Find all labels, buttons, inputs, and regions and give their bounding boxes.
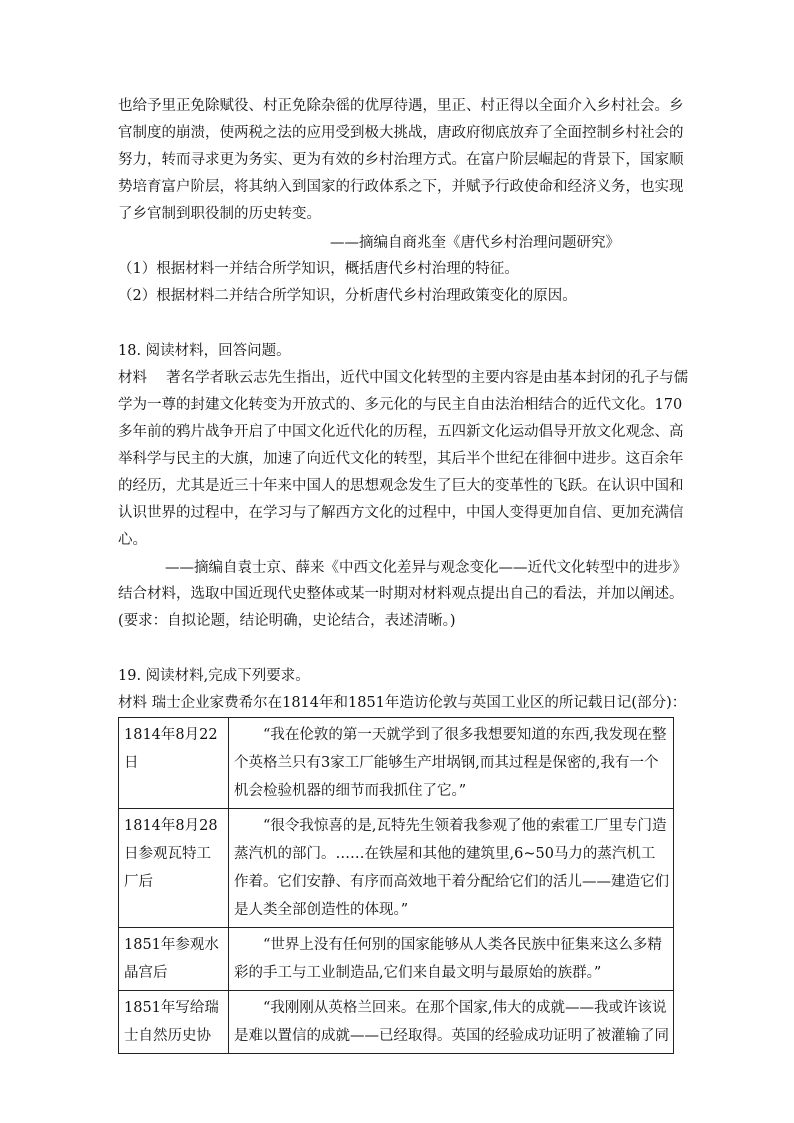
- question-heading: 18. 阅读材料，回答问题。: [118, 343, 291, 359]
- question-heading: 19. 阅读材料,完成下列要求。: [118, 668, 310, 684]
- paragraph-line: 材料 著名学者耿云志先生指出，近代中国文化转型的主要内容是由基本封闭的孔子与儒: [118, 370, 689, 386]
- material-intro: 材料 瑞士企业家费希尔在1814年和1851年造访伦敦与英国工业区的所记载日记(部分)：: [118, 695, 687, 711]
- table-row: [119, 718, 674, 809]
- diary-text-cell: “世界上没有任何别的国家能够从人类各民族中征集来这么多精彩的手工与工业制造品,它们来自最文明与最原始的族群。”: [229, 928, 674, 991]
- paragraph-line: 举科学与民主的大旗，加速了向近代文化的转型，其后半个世纪在徘徊中进步。这百余年: [118, 451, 684, 467]
- paragraph-line: 努力，转而寻求更为务实、更为有效的乡村治理方式。在富户阶层崛起的背景下，国家顺: [118, 152, 684, 168]
- paragraph-line: 势培育富户阶层，将其纳入到国家的行政体系之下，并赋予行政使命和经济义务，也实现: [118, 179, 684, 195]
- paragraph-line: 的经历，尤其是近三十年来中国人的思想观念发生了巨大的变革性的飞跃。在认识中国和: [118, 478, 684, 494]
- sub-question: （1）根据材料一并结合所学知识，概括唐代乡村治理的特征。: [118, 261, 519, 277]
- diary-text-cell: “我在伦敦的第一天就学到了很多我想要知道的东西,我发现在整个英格兰只有3家工厂能够生产坩埚钢,而其过程是保密的,我有一个机会检验机器的细节而我抓住了它。”: [229, 718, 674, 809]
- date-cell: 1851年参观水晶宫后: [119, 928, 229, 991]
- diary-text-cell: “很令我惊喜的是,瓦特先生领着我参观了他的索霍工厂里专门造蒸汽机的部门。……在铁屋和其他的建筑里,6~50马力的蒸汽机工作着。它们安静、有序而高效地干着分配给它们的活儿——建造它们是人类全部创造性的体现。”: [229, 809, 674, 928]
- date-cell: 1814年8月28日参观瓦特工厂后: [119, 809, 229, 928]
- diary-text-cell: “我刚刚从英格兰回来。在那个国家,伟大的成就——我或许该说是难以置信的成就——已经取得。英国的经验成功证明了被灌输了同: [229, 991, 674, 1054]
- paragraph-line: 认识世界的过程中，在学习与了解西方文化的过程中，中国人变得更加自信、更加充满信: [118, 505, 684, 521]
- paragraph-line: 了乡官制到职役制的历史转变。: [118, 206, 321, 222]
- table-row: [119, 991, 674, 1054]
- sub-question: （2）根据材料二并结合所学知识，分析唐代乡村治理政策变化的原因。: [118, 288, 577, 304]
- source-citation: ——摘编自商兆奎《唐代乡村治理问题研究》: [330, 235, 620, 251]
- diary-table: [118, 717, 674, 1054]
- date-cell: 1851年写给瑞士自然历史协: [119, 991, 229, 1054]
- source-citation: ——摘编自袁士京、薛来《中西文化差异与观念变化——近代文化转型中的进步》: [165, 560, 687, 576]
- paragraph-line: 学为一尊的封建文化转变为开放式的、多元化的与民主自由法治相结合的近代文化。170: [118, 397, 683, 413]
- paragraph-line: 心。: [118, 532, 147, 548]
- table-row: [119, 928, 674, 991]
- requirement-note: (要求：自拟论题，结论明确，史论结合，表述清晰。): [118, 613, 456, 629]
- table-row: [119, 809, 674, 928]
- paragraph-line: 也给予里正免除赋役、村正免除杂徭的优厚待遇，里正、村正得以全面介入乡村社会。乡: [118, 98, 684, 114]
- paragraph-line: 官制度的崩溃，使两税之法的应用受到极大挑战，唐政府彻底放弃了全面控制乡村社会的: [118, 125, 684, 141]
- date-cell: 1814年8月22日: [119, 718, 229, 809]
- paragraph-line: 多年前的鸦片战争开启了中国文化近代化的历程，五四新文化运动倡导开放文化观念、高: [118, 424, 684, 440]
- task-instruction: 结合材料，选取中国近现代史整体或某一时期对材料观点提出自己的看法，并加以阐述。: [118, 586, 684, 602]
